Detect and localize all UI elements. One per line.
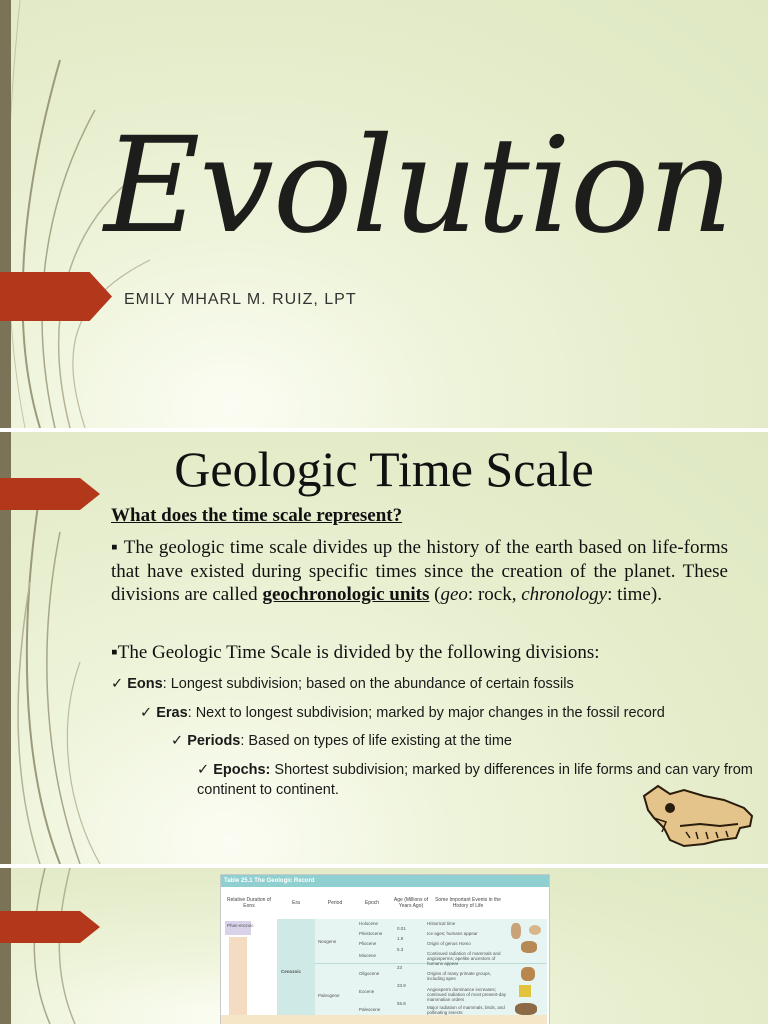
para-text-4: : time). <box>607 584 662 605</box>
check-icon: ✓ <box>140 705 153 721</box>
age-value: 55.8 <box>397 1001 406 1006</box>
decorative-swirls <box>0 868 200 1024</box>
event-text: Ice ages; humans appear <box>427 931 478 936</box>
mesozoic-row <box>221 1015 547 1024</box>
left-accent-bar <box>0 0 11 428</box>
event-text: Major radiation of mammals, birds, and pollinating insects <box>427 1005 505 1015</box>
age-value: 0.01 <box>397 926 406 931</box>
para-text-2: ( <box>429 584 441 605</box>
column-header: Epoch <box>364 900 380 906</box>
epoch-label: Pleistocene <box>359 931 383 936</box>
table-body <box>221 919 549 1024</box>
epoch-label: Pliocene <box>359 941 377 946</box>
slide-heading: Geologic Time Scale <box>174 441 594 497</box>
accent-tab <box>0 272 112 321</box>
term-chronology: chronology <box>521 584 608 605</box>
division-term: Eons <box>127 676 163 692</box>
division-desc: Shortest subdivision; marked by differences in life forms and can vary from continent to continent. <box>197 762 753 798</box>
plant-figure-icon <box>519 985 531 997</box>
epoch-label: Miocene <box>359 953 377 958</box>
division-term: Epochs: <box>213 762 271 778</box>
age-value: 1.8 <box>397 936 404 941</box>
division-item-periods <box>171 731 512 751</box>
divisions-intro: ▪The Geologic Time Scale is divided by the following divisions: <box>111 642 600 663</box>
skull-figure-icon <box>529 925 541 935</box>
division-term: Eras <box>156 705 188 721</box>
division-desc: : Next to longest subdivision; marked by major changes in the fossil record <box>187 705 665 721</box>
fossil-skull-icon <box>640 782 756 852</box>
epoch-label: Oligocene <box>359 971 380 976</box>
event-text: Historical time <box>427 921 456 926</box>
para-text-1: The geologic time scale divides up the history of the earth based on life-forms that have existed during specific times since the creation of the planet. These divisions are called <box>111 537 728 605</box>
left-accent-bar <box>0 868 11 1024</box>
eon-label: Phan-erozoic <box>227 923 254 928</box>
eon-bar-lower <box>229 937 247 1024</box>
animal-figure-icon <box>521 941 537 953</box>
geologic-record-table <box>220 874 550 1024</box>
intro-paragraph <box>111 536 728 607</box>
key-term: geochronologic units <box>262 584 430 605</box>
era-label: Cenozoic <box>281 969 302 974</box>
event-text: Origins of many primate groups, including apes <box>427 971 492 981</box>
period-label: Paleogene <box>318 993 340 998</box>
epoch-label: Paleocene <box>359 1007 381 1012</box>
division-desc: : Based on types of life existing at the time <box>240 733 512 749</box>
mammal-figure-icon <box>515 1003 537 1015</box>
table-header-row <box>221 887 549 919</box>
event-text: Continued radiation of mammals and angiosperms; apelike ancestors of humans appear <box>427 951 501 966</box>
slide-geologic-time-scale <box>0 432 768 864</box>
event-text: Angiosperm dominance increases; continued radiation of most present-day mammalian orders <box>427 987 507 1002</box>
column-header: Relative Duration of Eons <box>227 897 271 909</box>
check-icon: ✓ <box>171 733 184 749</box>
division-term: Periods <box>187 733 241 749</box>
author-subtitle: EMILY MHARL M. RUIZ, LPT <box>124 291 357 308</box>
event-text: Origin of genus Homo <box>427 941 471 946</box>
human-figure-icon <box>511 923 521 939</box>
column-header: Some Important Events in the History of Life <box>435 897 501 909</box>
para-text-3: : rock, <box>467 584 522 605</box>
epoch-label: Holocene <box>359 921 379 926</box>
table-title: Table 25.1 The Geologic Record <box>221 875 549 887</box>
check-icon: ✓ <box>197 762 210 778</box>
section-question: What does the time scale represent? <box>111 505 403 526</box>
slide-title-text: Evolution <box>104 109 733 263</box>
slide-title <box>0 0 768 428</box>
column-header: Period <box>327 900 343 906</box>
period-label: Neogene <box>318 939 337 944</box>
term-geo: geo <box>440 584 468 605</box>
epoch-label: Eocene <box>359 989 375 994</box>
accent-tab <box>0 911 100 943</box>
column-header: Age (Millions of Years Ago) <box>393 897 429 909</box>
age-value: 23 <box>397 965 403 970</box>
division-item-eras <box>140 703 665 723</box>
age-value: 33.9 <box>397 983 406 988</box>
division-desc: : Longest subdivision; based on the abundance of certain fossils <box>162 676 574 692</box>
division-item-eons <box>111 674 574 694</box>
bullet-marker: ▪ <box>111 537 119 558</box>
slide-geologic-record-table <box>0 868 768 1024</box>
age-value: 5.3 <box>397 947 404 952</box>
column-header: Era <box>292 900 300 906</box>
check-icon: ✓ <box>111 676 124 692</box>
primate-figure-icon <box>521 967 535 981</box>
